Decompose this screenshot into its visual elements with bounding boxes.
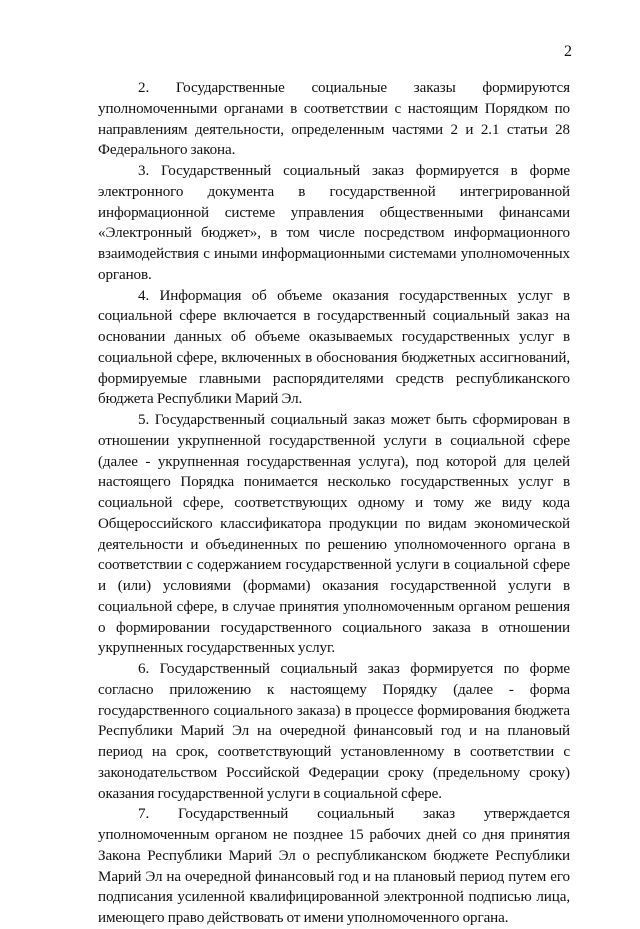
paragraph-7: 7. Государственный социальный заказ утверждается уполномоченным органом не позднее 15 рабочих дней со дня принятия Закона Республики Марий Эл о республиканском бюджете Республики Марий Эл на очередной финансовый год и на плановый период путем его подписания усиленной квалифицированной электронной подписью лица, имеющего право действовать от имени уполномоченного органа. bbox=[98, 806, 570, 926]
paragraph-6: 6. Государственный социальный заказ формируется по форме согласно приложению к настоящему Порядку (далее - форма государственного социального заказа) в процессе формирования бюджета Республики Марий Эл на очередной финансовый год и на плановый период на срок, соответствующий установленному в соответствии с законодательством Российской Федерации сроку (предельному сроку) оказания государственной услуги в социальной сфере. bbox=[98, 661, 570, 802]
paragraph-2: 2. Государственные социальные заказы формируются уполномоченными органами в соответствии с настоящим Порядком по направлениям деятельности, определенным частями 2 и 2.1 статьи 28 Федерального закона. bbox=[98, 80, 570, 159]
paragraph-4: 4. Информация об объеме оказания государственных услуг в социальной сфере включается в государственный социальный заказ на основании данных об объеме оказываемых государственных услуг в социальной сфере, включенных в обоснования бюджетных ассигнований, формируемые главными распорядителями средств республиканского бюджета Республики Марий Эл. bbox=[98, 287, 570, 408]
paragraph-3: 3. Государственный социальный заказ формируется в форме электронного документа в государственной интегрированной информационной системе управления общественными финансами «Электронный бюджет», в том числе посредством информационного взаимодействия с иными информационными системами уполномоченных органов. bbox=[98, 163, 570, 283]
page-number: 2 bbox=[564, 43, 572, 60]
document-body bbox=[98, 78, 570, 929]
paragraph-5: 5. Государственный социальный заказ может быть сформирован в отношении укрупненной государственной услуги в социальной сфере (далее - укрупненная государственная услуга), под которой для целей настоящего Порядка понимается несколько государственных услуг в социальной сфере, соответствующих одному и тому же виду кода Общероссийского классификатора продукции по видам экономической деятельности и объединенных по решению уполномоченного органа в соответствии с содержанием государственной услуги в социальной сфере и (или) условиями (формами) оказания государственной услуги в социальной сфере, в случае принятия уполномоченным органом решения о формировании государственного социального заказа в отношении укрупненных государственных услуг. bbox=[98, 412, 570, 657]
